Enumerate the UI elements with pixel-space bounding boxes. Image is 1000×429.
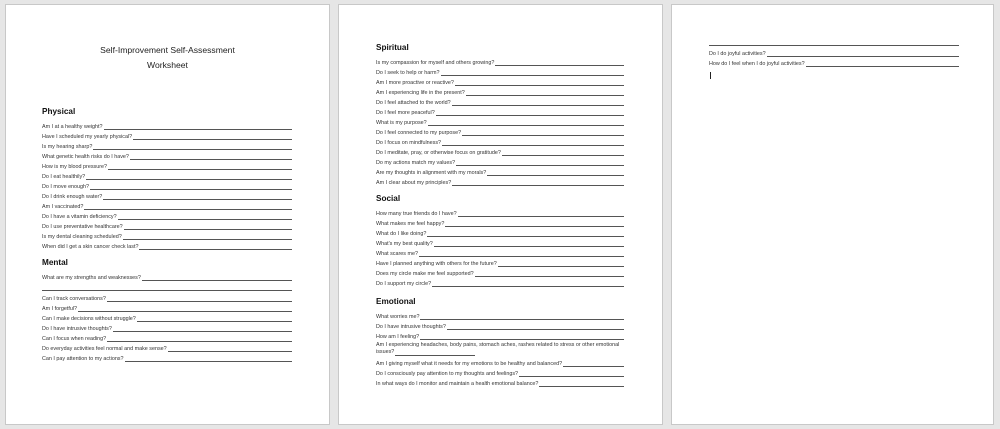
question-row[interactable]: Do I seek to help or harm? <box>376 67 624 77</box>
question-row[interactable]: Do I feel attached to the world? <box>376 97 624 107</box>
question-row[interactable]: Do I focus on mindfulness? <box>376 137 624 147</box>
title-line-1: Self-Improvement Self-Assessment <box>100 45 235 55</box>
question-row[interactable]: Am I experiencing headaches, body pains, stomach aches, rashes related to stress or other emotional issues? <box>376 342 620 355</box>
answer-line[interactable] <box>462 135 624 136</box>
question-row[interactable]: What scares me? <box>376 248 624 258</box>
answer-line[interactable] <box>806 66 959 67</box>
question-row[interactable]: Do I support my circle? <box>376 278 624 288</box>
answer-line[interactable] <box>427 236 624 237</box>
question-row[interactable]: Do I have a vitamin deficiency? <box>42 211 292 221</box>
answer-line[interactable] <box>113 331 292 332</box>
answer-line[interactable] <box>767 56 959 57</box>
answer-line[interactable] <box>442 145 624 146</box>
question-row[interactable]: How is my blood pressure? <box>42 161 292 171</box>
physical-section <box>42 107 292 251</box>
answer-line[interactable] <box>420 339 624 340</box>
question-row[interactable]: Do everyday activities feel normal and make sense? <box>42 343 292 353</box>
answer-line[interactable] <box>420 319 624 320</box>
text-cursor <box>710 72 711 79</box>
answer-line[interactable] <box>519 376 624 377</box>
mental-heading: Mental <box>42 258 68 267</box>
question-row[interactable]: Is my dental cleaning scheduled? <box>42 231 292 241</box>
question-row[interactable]: Am I giving myself what it needs for my emotions to be healthy and balanced? <box>376 358 624 368</box>
answer-line[interactable] <box>502 155 624 156</box>
question-row[interactable]: Am I experiencing life in the present? <box>376 87 624 97</box>
answer-line[interactable] <box>563 366 624 367</box>
question-row[interactable]: Can I focus when reading? <box>42 333 292 343</box>
answer-line[interactable] <box>137 321 292 322</box>
question-row[interactable]: What makes me feel happy? <box>376 218 624 228</box>
answer-line[interactable] <box>434 246 624 247</box>
answer-line[interactable] <box>466 95 624 96</box>
answer-line[interactable] <box>432 286 624 287</box>
answer-line[interactable] <box>455 85 624 86</box>
answer-line[interactable] <box>456 165 624 166</box>
question-row[interactable]: Can I track conversations? <box>42 293 292 303</box>
question-row[interactable]: In what ways do I monitor and maintain a health emotional balance? <box>376 378 624 388</box>
answer-line[interactable] <box>133 139 292 140</box>
physical-heading: Physical <box>42 107 76 116</box>
document-page-3 <box>671 4 994 425</box>
answer-line[interactable] <box>78 311 292 312</box>
answer-line[interactable] <box>168 351 292 352</box>
question-row[interactable]: Does my circle make me feel supported? <box>376 268 624 278</box>
answer-line[interactable] <box>498 266 624 267</box>
question-row[interactable]: Do I eat healthily? <box>42 171 292 181</box>
answer-line[interactable] <box>125 361 292 362</box>
title-line-2: Worksheet <box>147 60 188 70</box>
question-row[interactable]: Do I do joyful activities? <box>709 48 959 58</box>
answer-line[interactable] <box>118 219 292 220</box>
document-page-1 <box>5 4 330 425</box>
answer-line[interactable] <box>452 105 624 106</box>
answer-line[interactable] <box>539 386 624 387</box>
mental-section <box>42 258 292 363</box>
question-row[interactable]: Do I move enough? <box>42 181 292 191</box>
answer-line[interactable] <box>436 115 624 116</box>
question-row[interactable]: Can I make decisions without struggle? <box>42 313 292 323</box>
answer-line[interactable] <box>139 249 292 250</box>
answer-line[interactable] <box>93 149 292 150</box>
answer-line[interactable] <box>445 226 624 227</box>
answer-line[interactable] <box>123 239 292 240</box>
question-row[interactable]: Do my actions match my values? <box>376 157 624 167</box>
question-row[interactable]: Do I use preventative healthcare? <box>42 221 292 231</box>
question-row[interactable]: What is my purpose? <box>376 117 624 127</box>
answer-line[interactable] <box>475 276 624 277</box>
question-row[interactable]: When did I get a skin cancer check last? <box>42 241 292 251</box>
page3-continuation <box>709 45 959 68</box>
question-row[interactable]: Do I feel more peaceful? <box>376 107 624 117</box>
question-row[interactable]: Am I at a healthy weight? <box>42 121 292 131</box>
question-row[interactable]: What are my strengths and weaknesses? <box>42 272 292 282</box>
spiritual-section <box>376 43 624 187</box>
question-row[interactable]: Can I pay attention to my actions? <box>42 353 292 363</box>
answer-line[interactable] <box>395 355 475 356</box>
question-row[interactable]: Am I more proactive or reactive? <box>376 77 624 87</box>
question-row[interactable]: How am I feeling? <box>376 331 624 341</box>
answer-line[interactable] <box>107 341 292 342</box>
answer-line[interactable] <box>447 329 624 330</box>
emotional-heading: Emotional <box>376 297 416 306</box>
question-row[interactable]: Do I consciously pay attention to my thoughts and feelings? <box>376 368 624 378</box>
answer-line[interactable] <box>142 280 292 281</box>
answer-line[interactable] <box>84 209 292 210</box>
question-row[interactable]: How do I feel when I do joyful activities? <box>709 58 959 68</box>
answer-line[interactable] <box>107 301 292 302</box>
question-row[interactable]: Do I have intrusive thoughts? <box>42 323 292 333</box>
question-row[interactable]: Am I clear about my principles? <box>376 177 624 187</box>
answer-line[interactable] <box>42 290 292 291</box>
social-section <box>376 194 624 288</box>
question-row[interactable]: How many true friends do I have? <box>376 208 624 218</box>
answer-line[interactable] <box>495 65 624 66</box>
answer-line[interactable] <box>487 175 624 176</box>
answer-line[interactable] <box>104 129 292 130</box>
answer-line[interactable] <box>130 159 292 160</box>
document-page-2 <box>338 4 663 425</box>
answer-line[interactable] <box>458 216 624 217</box>
question-row[interactable]: Do I drink enough water? <box>42 191 292 201</box>
document-title <box>6 43 329 73</box>
question-row[interactable]: What do I like doing? <box>376 228 624 238</box>
question-row[interactable]: Am I vaccinated? <box>42 201 292 211</box>
question-row[interactable]: Am I forgetful? <box>42 303 292 313</box>
answer-line[interactable] <box>90 189 292 190</box>
answer-line[interactable] <box>452 185 624 186</box>
answer-line[interactable] <box>419 256 624 257</box>
question-row[interactable]: Are my thoughts in alignment with my morals? <box>376 167 624 177</box>
question-row[interactable]: Do I feel connected to my purpose? <box>376 127 624 137</box>
answer-line[interactable] <box>428 125 624 126</box>
question-row[interactable]: Have I scheduled my yearly physical? <box>42 131 292 141</box>
question-row[interactable]: What worries me? <box>376 311 624 321</box>
answer-line[interactable] <box>124 229 292 230</box>
answer-line[interactable] <box>103 199 292 200</box>
question-row[interactable]: Do I have intrusive thoughts? <box>376 321 624 331</box>
question-row[interactable]: What genetic health risks do I have? <box>42 151 292 161</box>
answer-line[interactable] <box>709 45 959 46</box>
question-row[interactable]: Have I planned anything with others for the future? <box>376 258 624 268</box>
spiritual-heading: Spiritual <box>376 43 409 52</box>
question-row[interactable]: Is my compassion for myself and others growing? <box>376 57 624 67</box>
emotional-section <box>376 297 624 388</box>
question-row[interactable]: Do I meditate, pray, or otherwise focus on gratitude? <box>376 147 624 157</box>
answer-line[interactable] <box>86 179 292 180</box>
answer-line[interactable] <box>441 75 624 76</box>
question-row[interactable]: What's my best quality? <box>376 238 624 248</box>
social-heading: Social <box>376 194 401 203</box>
question-row[interactable]: Is my hearing sharp? <box>42 141 292 151</box>
answer-line[interactable] <box>108 169 292 170</box>
